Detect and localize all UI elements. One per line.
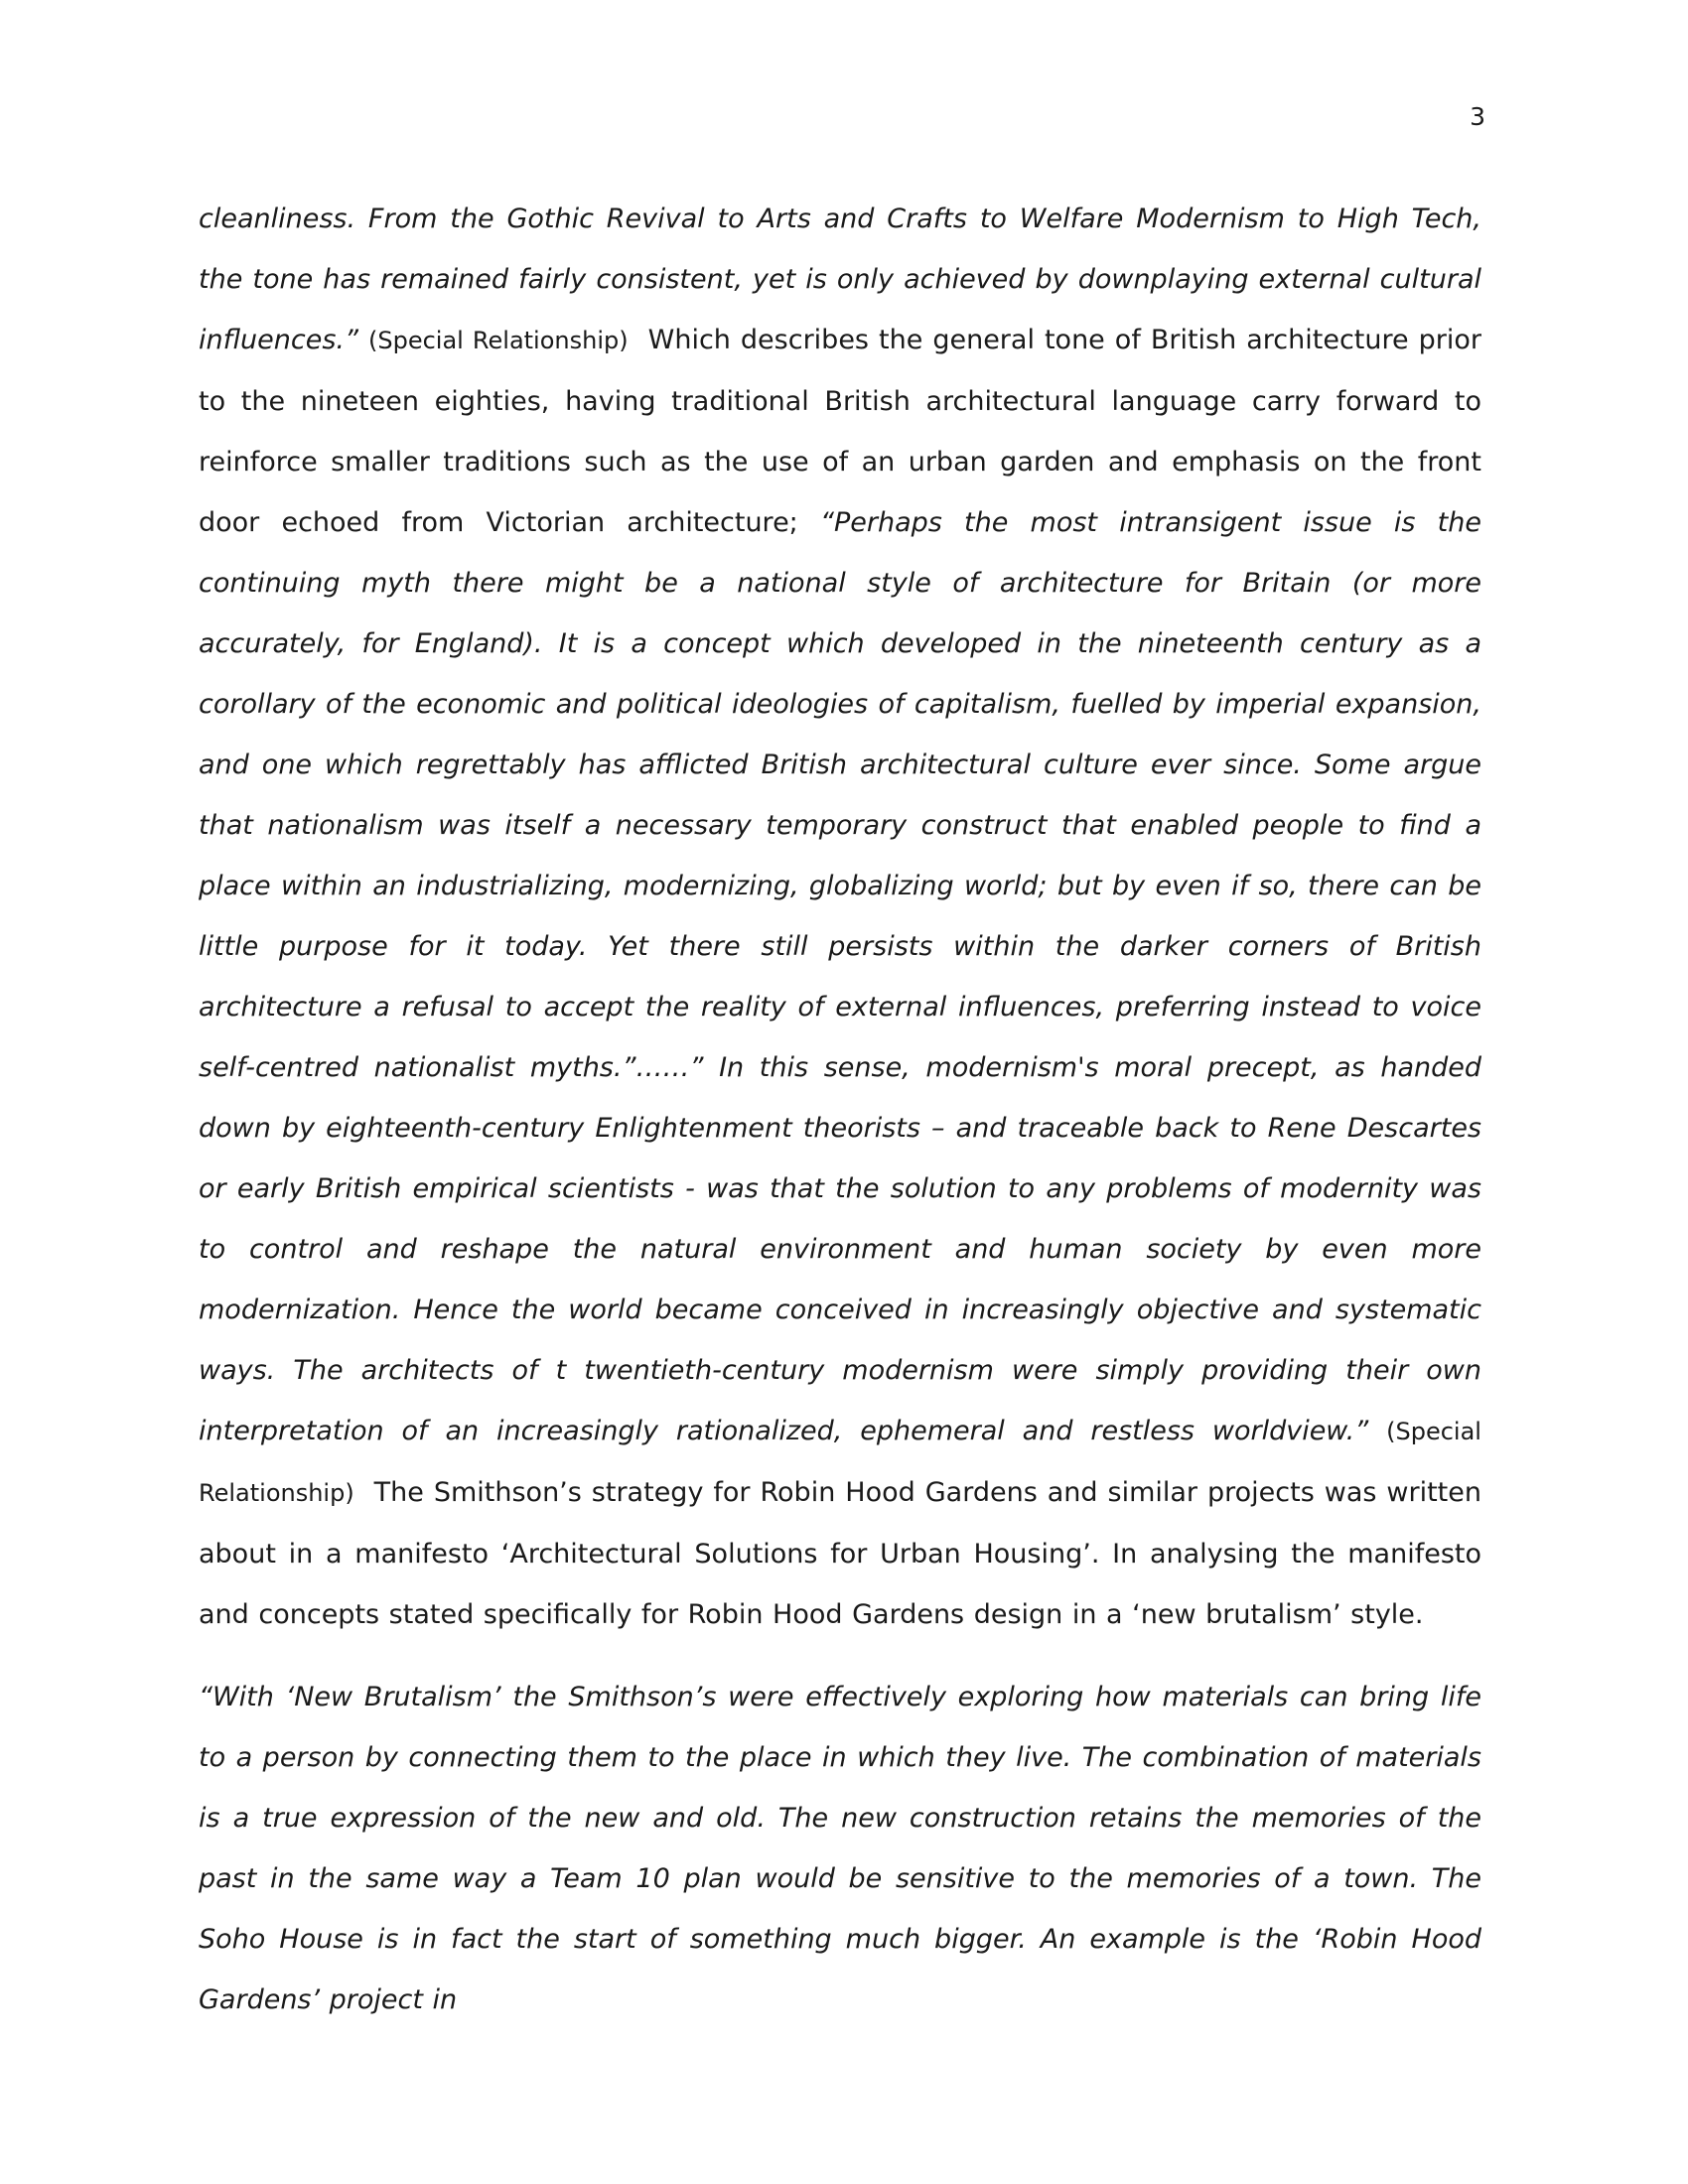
quotation: “With ‘New Brutalism’ the Smithson’s were effectively exploring how materials can bring life to a person by connecting them to the place in which they live. The combination of materials is a true expression of the new and old. The new construction retains the memories of the past in the same way a Team 10 plan would be sensitive to the memories of a town. The Soho House is in fact the start of something much bigger. An example is the ‘Robin Hood Gardens’ project in [199,1682,1481,2015]
paragraph [199,189,1481,1645]
body-text: The Smithson’s strategy for Robin Hood Gardens and similar projects was written about in a manifesto ‘Architectural Solutions for Urban Housing’. In analysing the manifesto and concepts stated specifically for Robin Hood Gardens design in a ‘new brutalism’ style. [199,1477,1481,1630]
citation: (Special Relationship) [199,1418,1481,1507]
paragraph [199,1667,1481,2030]
citation: (Special Relationship) [368,327,629,354]
document-body [199,189,1481,2030]
quotation: “Perhaps the most intransigent issue is the continuing myth there might be a national style of architecture for Britain (or more accurately, for England). It is a concept which developed in the nineteenth century as a corollary of the economic and political ideologies of capitalism, fuelled by imperial expansion, and one which regrettably has afflicted British architectural culture ever since. Some argue that nationalism was itself a necessary temporary construct that enabled people to find a place within an industrializing, modernizing, globalizing world; but by even if so, there can be little purpose for it today. Yet there still persists within the darker corners of British architecture a refusal to accept the reality of external influences, preferring instead to voice self-centred nationalist myths.”……” In this sense, modernism's moral precept, as handed down by eighteenth-century Enlightenment theorists – and traceable back to Rene Descartes or early British empirical scientists - was that the solution to any problems of modernity was to control and reshape the natural environment and human society by even more modernization. Hence the world became conceived in increasingly objective and systematic ways. The architects of t twentieth-century modernism were simply providing their own interpretation of an increasingly rationalized, ephemeral and restless worldview.” [199,507,1481,1446]
body-text: Which describes the general tone of British architecture prior to the nineteen eighties, having traditional British architectural language carry forward to reinforce smaller traditions such as the use of an urban garden and emphasis on the front door echoed from Victorian architecture; [199,325,1481,538]
page-number: 3 [1470,102,1485,131]
quotation: cleanliness. From the Gothic Revival to Arts and Crafts to Welfare Modernism to High Tech, the tone has remained fairly consistent, yet is only achieved by downplaying external cultural influences.” [199,204,1481,355]
